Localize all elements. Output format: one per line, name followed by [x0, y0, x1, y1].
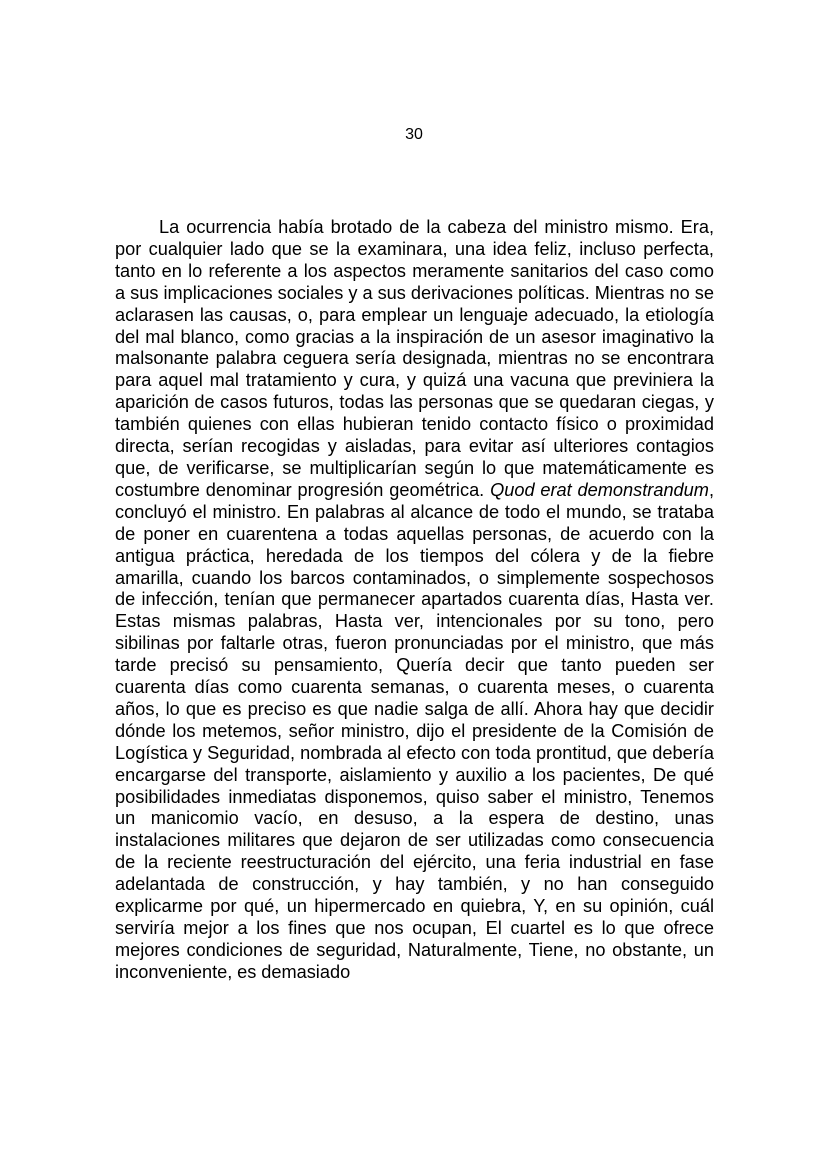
paragraph-text-part-2: , concluyó el ministro. En palabras al alcance de todo el mundo, se trataba de poner en cuarentena a todas aquellas personas, de acuerdo con la antigua práctica, heredada de los tiempos del cólera y de la fiebre amarilla, cuando los barcos contaminados, o simplemente sospechosos de infección, tenían que permanecer apartados cuarenta días, Hasta ver. Estas mismas palabras, Hasta ver, intencionales por su tono, pero sibilinas por faltarle otras, fueron pronunciadas por el ministro, que más tarde precisó su pensamiento, Quería decir que tanto pueden ser cuarenta días como cuarenta semanas, o cuarenta meses, o cuarenta años, lo que es preciso es que nadie salga de allí. Ahora hay que decidir dónde los metemos, señor ministro, dijo el presidente de la Comisión de Logística y Seguridad, nombrada al efecto con toda prontitud, que debería encargarse del transporte, aislamiento y auxilio a los pacientes, De qué posibilidades inmediatas disponemos, quiso saber el ministro, Tenemos un manicomio vacío, en desuso, a la espera de destino, unas instalaciones militares que dejaron de ser utilizadas como consecuencia de la reciente reestructuración del ejército, una feria industrial en fase adelantada de construcción, y hay también, y no han conseguido explicarme por qué, un hipermercado en quiebra, Y, en su opinión, cuál serviría mejor a los fines que nos ocupan, El cuartel es lo que ofrece mejores condiciones de seguridad, Naturalmente, Tiene, no obstante, un inconveniente, es demasiado [115, 479, 715, 982]
body-paragraph [115, 217, 714, 984]
latin-phrase: Quod erat demonstrandum [490, 479, 709, 500]
page-number: 30 [405, 126, 423, 143]
paragraph-text-part-1: La ocurrencia había brotado de la cabeza del ministro mismo. Era, por cualquier lado que se la examinara, una idea feliz, incluso perfecta, tanto en lo referente a los aspectos meramente sanitarios del caso como a sus implicaciones sociales y a sus derivaciones políticas. Mientras no se aclarasen las causas, o, para emplear un lenguaje adecuado, la etiología del mal blanco, como gracias a la inspiración de un asesor imaginativo la malsonante palabra ceguera sería designada, mientras no se encontrara para aquel mal tratamiento y cura, y quizá una vacuna que previniera la aparición de casos futuros, todas las personas que se quedaran ciegas, y también quienes con ellas hubieran tenido contacto físico o proximidad directa, serían recogidas y aisladas, para evitar así ulteriores contagios que, de verificarse, se multiplicarían según lo que matemáticamente es costumbre denominar progresión geométrica. [115, 217, 714, 500]
